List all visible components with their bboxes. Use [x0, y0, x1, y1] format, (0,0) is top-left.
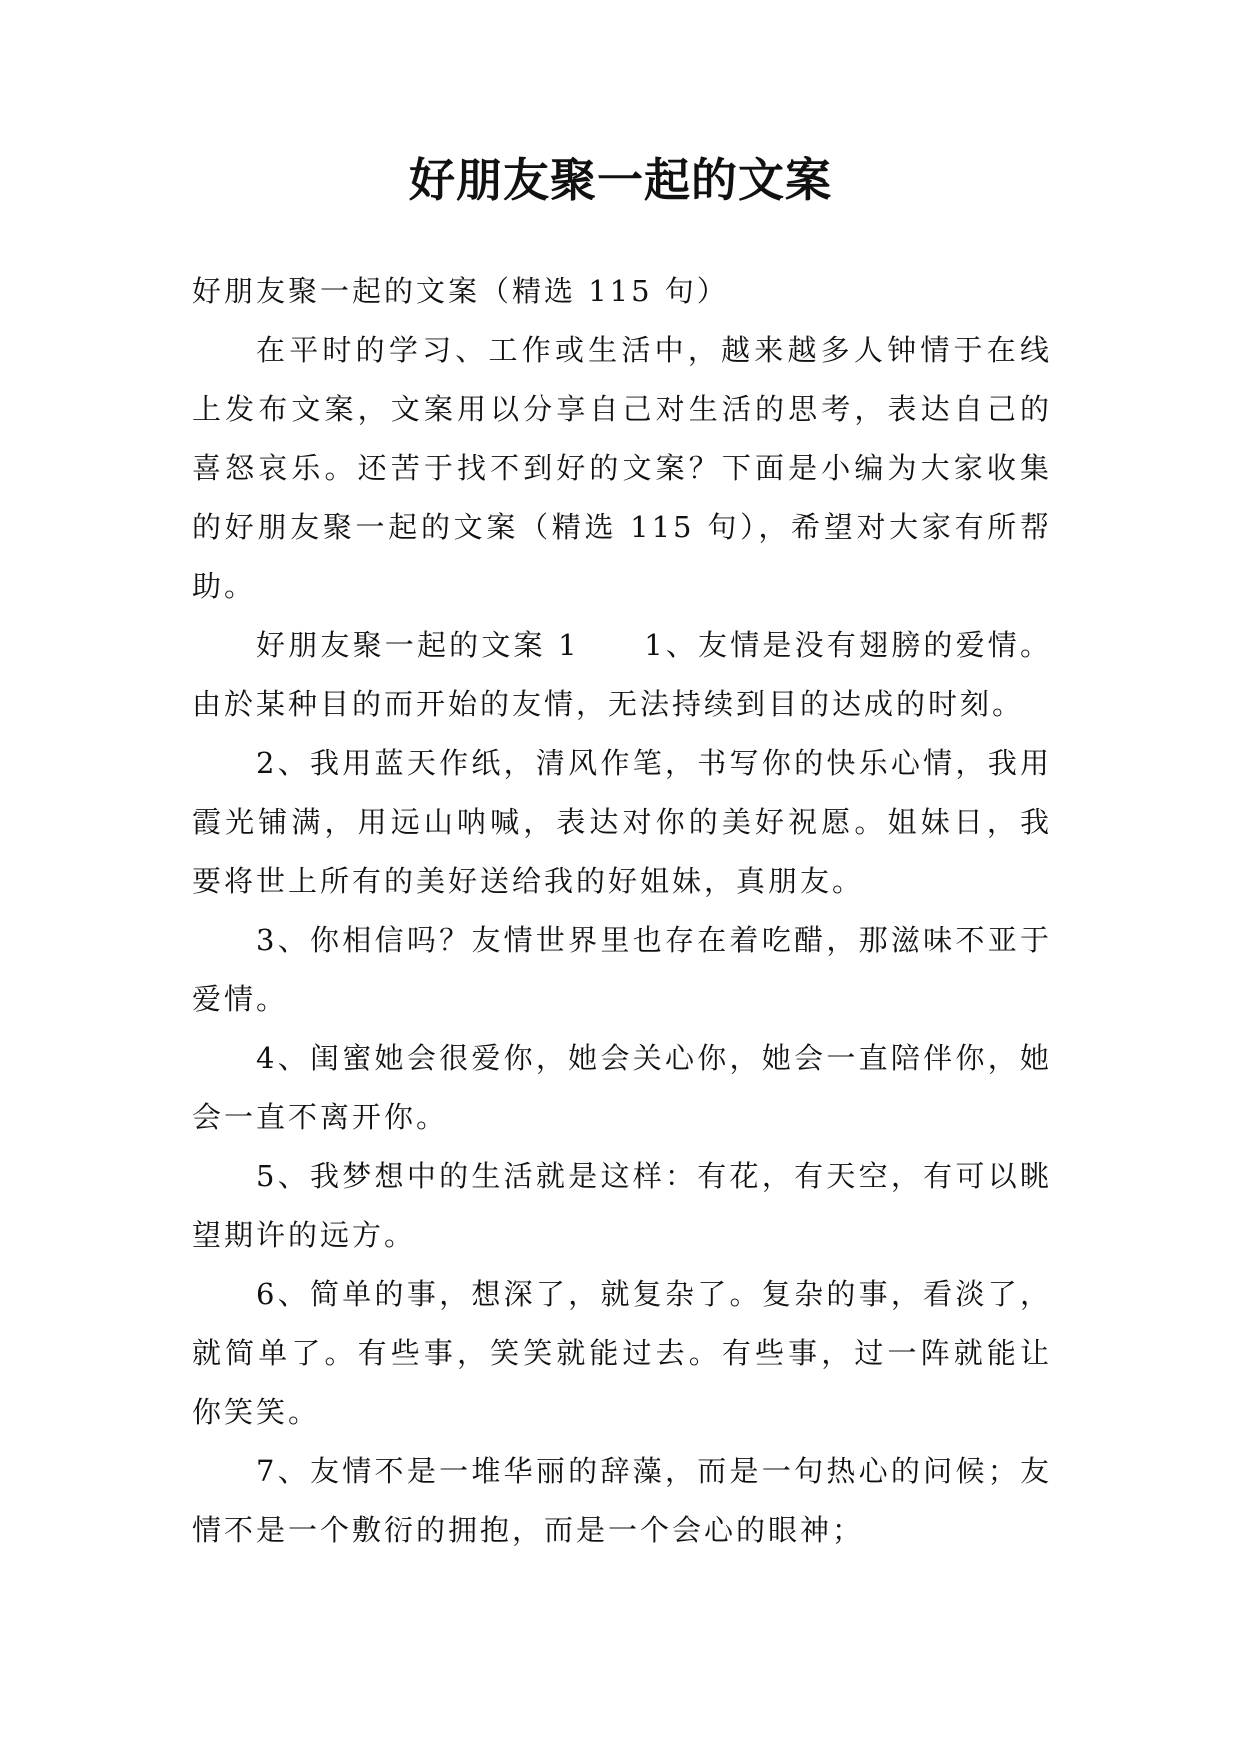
document-title: 好朋友聚一起的文案 — [409, 153, 832, 207]
document-body — [192, 262, 1052, 1560]
quote-paragraph-6: 6、简单的事，想深了，就复杂了。复杂的事，看淡了，就简单了。有些事，笑笑就能过去。有些事，过一阵就能让你笑笑。 — [192, 1277, 1052, 1429]
quote-paragraph-5: 5、我梦想中的生活就是这样：有花，有天空，有可以眺望期许的远方。 — [192, 1159, 1052, 1252]
quote-paragraph-3: 3、你相信吗？友情世界里也存在着吃醋，那滋味不亚于爱情。 — [192, 923, 1052, 1016]
quote-paragraph-2: 2、我用蓝天作纸，清风作笔，书写你的快乐心情，我用霞光铺满，用远山呐喊，表达对你的美好祝愿。姐妹日，我要将世上所有的美好送给我的好姐妹，真朋友。 — [192, 746, 1052, 898]
quote-paragraph-4: 4、闺蜜她会很爱你，她会关心你，她会一直陪伴你，她会一直不离开你。 — [192, 1041, 1052, 1134]
intro-paragraph: 在平时的学习、工作或生活中，越来越多人钟情于在线上发布文案，文案用以分享自己对生活的思考，表达自己的喜怒哀乐。还苦于找不到好的文案？下面是小编为大家收集的好朋友聚一起的文案（精选 115 句），希望对大家有所帮助。 — [192, 333, 1052, 603]
quote-paragraph-1: 好朋友聚一起的文案 1 1、友情是没有翅膀的爱情。由於某种目的而开始的友情，无法持续到目的达成的时刻。 — [192, 628, 1052, 721]
document-subtitle-line: 好朋友聚一起的文案（精选 115 句） — [192, 274, 729, 308]
quote-paragraph-7: 7、友情不是一堆华丽的辞藻，而是一句热心的问候；友情不是一个敷衍的拥抱，而是一个会心的眼神； — [192, 1454, 1052, 1547]
